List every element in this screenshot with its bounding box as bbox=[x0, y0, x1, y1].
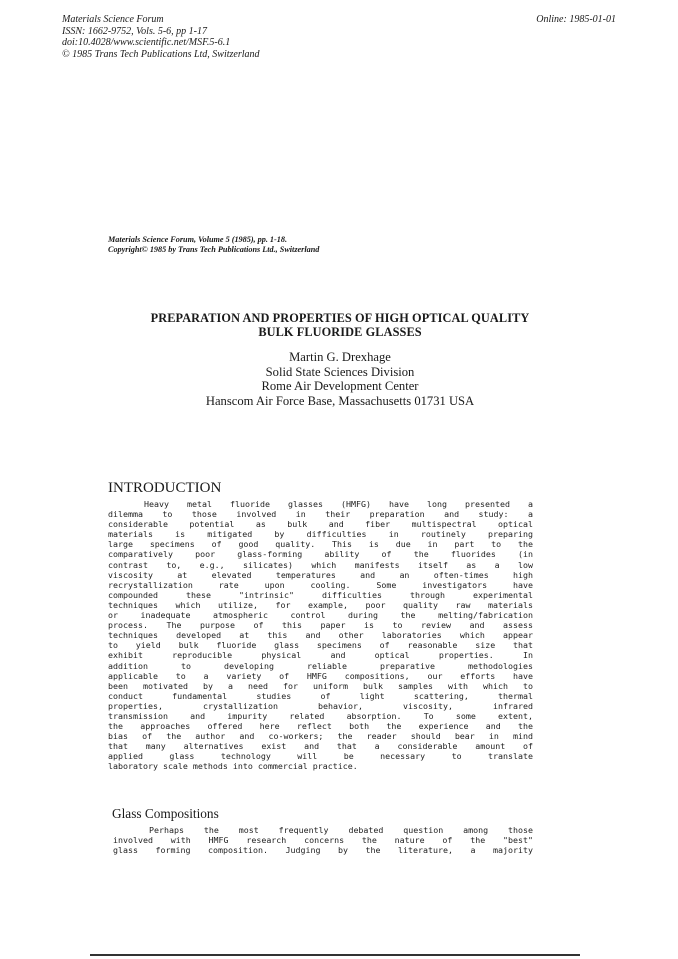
text-line: applied glass technology will be necessary to translate bbox=[108, 751, 533, 762]
author-center: Rome Air Development Center bbox=[261, 379, 419, 394]
online-date: Online: 1985-01-01 bbox=[536, 14, 616, 25]
text-line: transmission and impurity related absorption. To some extent, bbox=[108, 710, 533, 721]
section-heading-glass-compositions: Glass Compositions bbox=[112, 806, 219, 821]
text-line: viscosity at elevated temperatures and an often-times high bbox=[108, 569, 533, 580]
author-name: Martin G. Drexhage bbox=[289, 350, 391, 364]
title-line-1: PREPARATION AND PROPERTIES OF HIGH OPTICAL QUALITY bbox=[150, 311, 530, 325]
text-line: exhibit reproducible physical and optical properties. In bbox=[108, 650, 533, 661]
issn-line: ISSN: 1662-9752, Vols. 5-6, pp 1-17 bbox=[62, 25, 207, 37]
text-line: to yield bulk fluoride glass specimens of reasonable size that bbox=[108, 640, 533, 651]
text-line: glass forming composition. Judging by the literature, a majority bbox=[113, 845, 533, 856]
author-address: Hanscom Air Force Base, Massachusetts 01731 USA bbox=[205, 393, 475, 408]
text-line: Perhaps the most frequently debated question among those bbox=[149, 825, 533, 835]
text-line: been motivated by a need for uniform bulk samples with which to bbox=[108, 680, 533, 691]
text-line: comparatively poor glass-forming ability of the fluorides (in bbox=[108, 549, 533, 560]
text-line: the approaches offered here reflect both the experience and the bbox=[108, 721, 533, 732]
author-block bbox=[90, 350, 590, 408]
journal-name: Materials Science Forum bbox=[62, 14, 164, 25]
text-line: bias of the author and co-workers; the reader should bear in mind bbox=[108, 731, 533, 742]
text-line: addition to developing reliable preparative methodologies bbox=[108, 660, 533, 671]
text-line: process. The purpose of this paper is to review and assess bbox=[108, 620, 533, 631]
author-division: Solid State Sciences Division bbox=[265, 364, 415, 379]
text-line: properties, crystallization behavior, viscosity, infrared bbox=[108, 700, 533, 711]
paper-title bbox=[90, 311, 590, 339]
text-line: applicable to a variety of HMFG compositions, our efforts have bbox=[108, 670, 533, 681]
text-line: considerable potential as bulk and fiber multispectral optical bbox=[108, 519, 533, 530]
title-line-2: BULK FLUORIDE GLASSES bbox=[258, 325, 422, 339]
text-line: compounded these "intrinsic" difficulties through experimental bbox=[108, 589, 533, 600]
text-line: dilemma to those involved in their preparation and study: a bbox=[108, 509, 533, 520]
reprint-notice bbox=[108, 235, 319, 255]
text-line: that many alternatives exist and that a considerable amount of bbox=[108, 741, 533, 752]
text-line: techniques developed at this and other laboratories which appear bbox=[108, 630, 533, 641]
publication-info bbox=[62, 14, 260, 60]
text-line: involved with HMFG research concerns the nature of the "best" bbox=[113, 835, 533, 846]
text-line: recrystallization rate upon cooling. Some investigators have bbox=[108, 579, 533, 590]
doi-line: doi:10.4028/www.scientific.net/MSF.5-6.1 bbox=[62, 37, 231, 48]
section-heading-introduction: INTRODUCTION bbox=[108, 480, 222, 496]
text-line: or inadequate atmospheric control during the melting/fabrication bbox=[108, 610, 533, 621]
glass-compositions-paragraph bbox=[113, 825, 533, 855]
text-line: large specimens of good quality. This is due in part to the bbox=[108, 539, 533, 550]
text-line: techniques which utilize, for example, poor quality raw materials bbox=[108, 599, 533, 610]
reprint-citation: Materials Science Forum, Volume 5 (1985), pp. 1-18. bbox=[108, 235, 287, 244]
page-bottom-rule bbox=[90, 954, 580, 956]
text-line: Heavy metal fluoride glasses (HMFG) have long presented a bbox=[144, 499, 533, 509]
copyright-line: © 1985 Trans Tech Publications Ltd, Switzerland bbox=[62, 48, 260, 60]
text-line: materials is mitigated by difficulties in routinely preparing bbox=[108, 529, 533, 540]
reprint-copyright: Copyright© 1985 by Trans Tech Publications Ltd., Switzerland bbox=[108, 245, 320, 254]
text-line: laboratory scale methods into commercial practice. bbox=[108, 761, 358, 772]
text-line: conduct fundamental studies of light scattering, thermal bbox=[108, 690, 533, 701]
introduction-paragraph bbox=[108, 499, 533, 772]
text-line: contrast to, e.g., silicates) which manifests itself as a low bbox=[108, 559, 533, 570]
